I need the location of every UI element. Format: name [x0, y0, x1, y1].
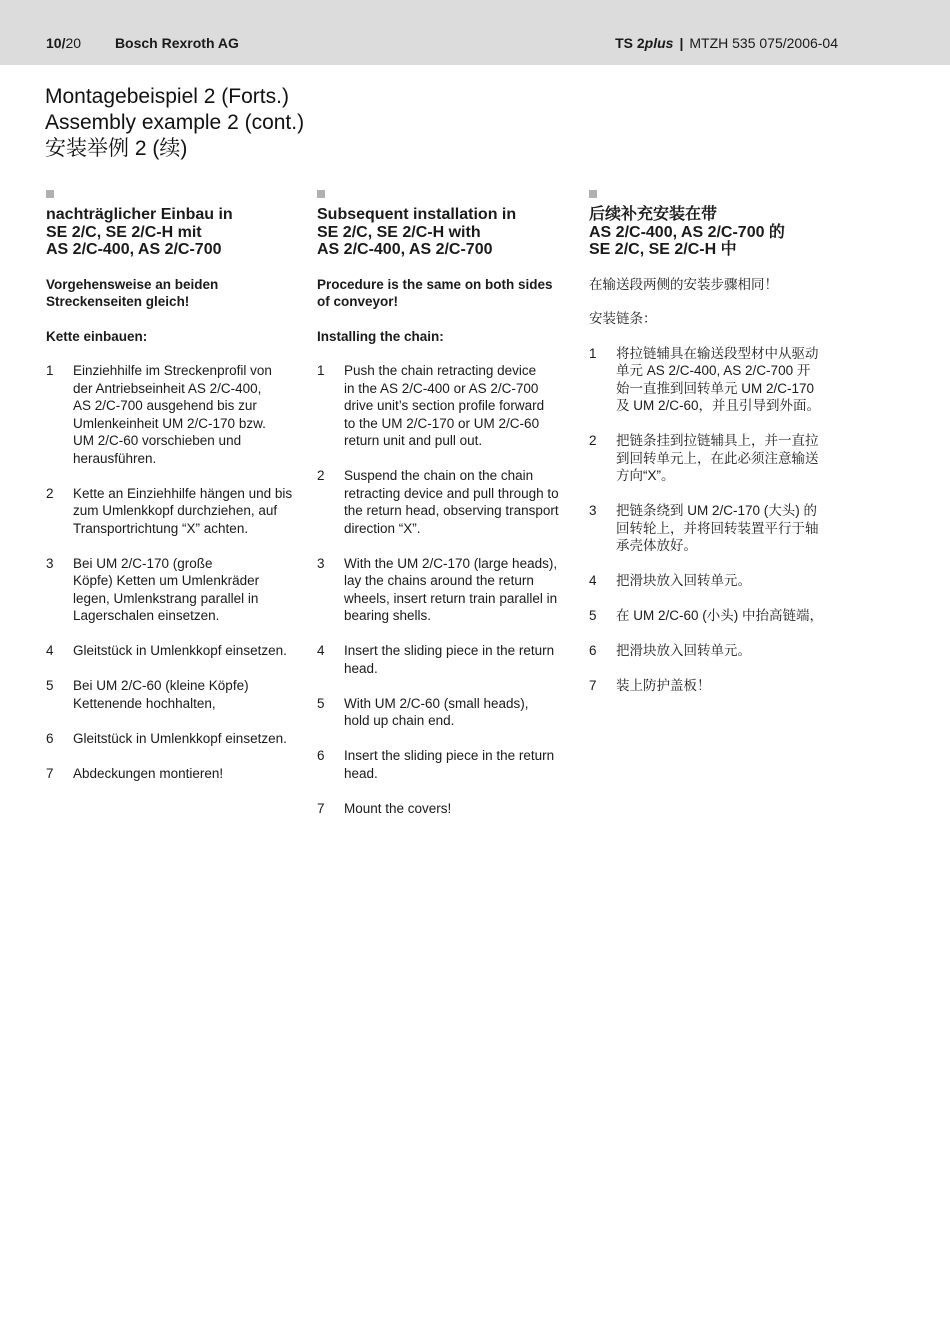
section-marker [317, 190, 325, 198]
step-text-line: Abdeckungen montieren! [73, 765, 224, 781]
step-text-line: return unit and pull out. [344, 433, 483, 448]
procedure-note-line: of conveyor! [317, 294, 399, 309]
step-text-line: legen, Umlenkstrang parallel in [73, 590, 259, 606]
step-text-line: the return head, observing transport [344, 503, 559, 518]
step-text [344, 695, 572, 730]
page-total: 20 [65, 35, 82, 51]
step-text [616, 572, 844, 590]
company-name: Bosch Rexroth AG [114, 35, 239, 51]
step-number: 3 [46, 555, 54, 571]
step-text-line: head. [344, 765, 378, 781]
section-heading [317, 206, 572, 259]
step-text-line: AS 2/C-700 ausgehend bis zur [73, 398, 257, 413]
step-text [73, 765, 301, 783]
step-text-line: der Antriebseinheit AS 2/C-400, [73, 380, 262, 396]
step-text [73, 730, 301, 748]
step-text-line: Gleitstück in Umlenkkopf einsetzen. [73, 643, 287, 658]
step-text-line: Kettenende hochhalten, [73, 695, 216, 711]
section-heading-line: AS 2/C-400, AS 2/C-700 [46, 241, 222, 258]
step-number: 5 [317, 695, 325, 711]
step-text-line: in the AS 2/C-400 or AS 2/C-700 [344, 380, 539, 396]
step-text [73, 642, 301, 660]
section-heading-line: AS 2/C-400, AS 2/C-700 [317, 241, 493, 258]
list-item [589, 642, 844, 660]
list-item [46, 555, 301, 625]
header-separator: | [679, 35, 684, 51]
step-number: 2 [317, 468, 325, 483]
step-text [616, 502, 844, 555]
step-number: 1 [46, 363, 54, 378]
step-text-line: Bei UM 2/C-60 (kleine Köpfe) [73, 678, 249, 693]
list-item [317, 362, 572, 450]
step-number: 3 [589, 503, 597, 518]
step-text [344, 467, 572, 537]
step-text-line: 及 UM 2/C-60，并且引导到外面。 [616, 398, 821, 413]
section-heading [46, 206, 301, 259]
step-text-line: 承壳体放好。 [616, 538, 697, 553]
step-list [46, 362, 301, 782]
section-heading-line: AS 2/C-400, AS 2/C-700 的 [589, 223, 785, 241]
step-number: 1 [317, 363, 325, 378]
step-text-line: 方向“X”。 [616, 468, 675, 483]
step-text-line: wheels, insert return train parallel in [344, 590, 558, 606]
list-item [46, 362, 301, 467]
header-left [46, 35, 239, 51]
list-item [46, 485, 301, 538]
step-text [73, 677, 301, 712]
list-item [317, 800, 572, 818]
step-text-line: zum Umlenkkopf durchziehen, auf [73, 503, 278, 518]
list-item [46, 642, 301, 660]
step-text-line: 将拉链辅具在输送段型材中从驱动 [616, 345, 819, 361]
column-chinese [589, 190, 844, 712]
procedure-note [589, 276, 844, 294]
step-text-line: bearing shells. [344, 608, 432, 623]
step-number: 7 [589, 678, 597, 693]
list-item [46, 730, 301, 748]
procedure-note [317, 276, 572, 311]
section-marker [46, 190, 54, 198]
step-text-line: UM 2/C-60 vorschieben und [73, 433, 242, 448]
step-number: 3 [317, 555, 325, 571]
list-item [589, 677, 844, 695]
step-text-line: 始一直推到回转单元 UM 2/C-170 [616, 380, 815, 396]
step-text-line: lay the chains around the return [344, 573, 534, 588]
step-list [317, 362, 572, 817]
step-text-line: hold up chain end. [344, 713, 455, 728]
step-text [344, 800, 572, 818]
list-item [589, 572, 844, 590]
step-text-line: direction “X”. [344, 520, 421, 536]
step-number: 5 [589, 608, 597, 623]
step-text [616, 642, 844, 660]
step-text-line: Lagerschalen einsetzen. [73, 608, 220, 623]
column-german [46, 190, 301, 800]
page-number: 10/ [46, 35, 66, 51]
step-text-line: 把滑块放入回转单元。 [616, 643, 751, 658]
procedure-note [46, 276, 301, 311]
step-text [73, 555, 301, 625]
step-number: 4 [589, 573, 597, 588]
list-item [589, 502, 844, 555]
step-text-line: Insert the sliding piece in the return [344, 643, 555, 658]
step-text-line: drive unit’s section profile forward [344, 398, 545, 413]
step-text-line: Köpfe) Ketten um Umlenkräder [73, 573, 260, 588]
list-item [589, 345, 844, 415]
step-text-line: Kette an Einziehhilfe hängen und bis [73, 485, 293, 501]
step-number: 7 [317, 800, 325, 816]
step-text-line: Insert the sliding piece in the return [344, 748, 555, 763]
step-text-line: 把链条挂到拉链辅具上，并一直拉 [616, 433, 819, 448]
step-text-line: 把链条绕到 UM 2/C-170 (大头) 的 [616, 503, 818, 518]
section-marker [589, 190, 597, 198]
step-text-line: Push the chain retracting device [344, 363, 537, 378]
step-number: 6 [46, 730, 54, 746]
page-title [45, 84, 304, 162]
step-text-line: 装上防护盖板！ [616, 678, 711, 693]
procedure-note-line: Procedure is the same on both sides [317, 276, 553, 292]
page-header [0, 0, 950, 65]
step-number: 2 [46, 485, 54, 501]
section-heading-line: Subsequent installation in [317, 206, 517, 223]
subheading: Installing the chain: [317, 328, 444, 344]
list-item [317, 747, 572, 782]
step-text-line: head. [344, 660, 378, 676]
step-text-line: Bei UM 2/C-170 (große [73, 555, 213, 571]
list-item [317, 695, 572, 730]
step-text-line: 把滑块放入回转单元。 [616, 573, 751, 588]
title-zh: 安装举例 2 (续) [45, 137, 188, 160]
step-text [616, 607, 844, 625]
step-number: 7 [46, 765, 54, 781]
list-item [317, 467, 572, 537]
procedure-note-line: Streckenseiten gleich! [46, 294, 190, 309]
step-text [616, 677, 844, 695]
step-text-line: to the UM 2/C-170 or UM 2/C-60 [344, 415, 540, 431]
column-english [317, 190, 572, 835]
step-text [344, 555, 572, 625]
section-heading-line: 后续补充安装在带 [589, 206, 718, 223]
step-text-line: herausführen. [73, 450, 157, 466]
section-heading [589, 206, 844, 259]
step-text-line: 到回转单元上，在此必须注意输送 [616, 450, 819, 466]
step-text-line: With the UM 2/C-170 (large heads), [344, 555, 558, 571]
section-heading-line: nachträglicher Einbau in [46, 206, 233, 223]
step-text-line: Suspend the chain on the chain [344, 468, 534, 483]
subheading: 安装链条： [589, 311, 657, 326]
step-number: 5 [46, 678, 54, 693]
step-text [616, 432, 844, 485]
subheading: Kette einbauen: [46, 328, 148, 344]
procedure-note-line: 在输送段两侧的安装步骤相同！ [589, 276, 778, 292]
step-number: 4 [46, 643, 54, 658]
step-list [589, 345, 844, 695]
title-en: Assembly example 2 (cont.) [45, 111, 305, 134]
procedure-note-line: Vorgehensweise an beiden [46, 276, 219, 292]
step-text-line: With UM 2/C-60 (small heads), [344, 695, 529, 711]
list-item [589, 607, 844, 625]
step-text-line: Mount the covers! [344, 800, 452, 816]
step-text-line: Umlenkeinheit UM 2/C-170 bzw. [73, 415, 266, 431]
list-item [317, 555, 572, 625]
step-text [344, 747, 572, 782]
step-text [616, 345, 844, 415]
step-number: 6 [317, 748, 325, 763]
step-text-line: Gleitstück in Umlenkkopf einsetzen. [73, 730, 287, 746]
section-heading-line: SE 2/C, SE 2/C-H 中 [589, 241, 737, 258]
step-text-line: 在 UM 2/C-60 (小头) 中抬高链端， [616, 608, 824, 623]
step-number: 6 [589, 643, 597, 658]
list-item [46, 677, 301, 712]
list-item [317, 642, 572, 677]
step-text [73, 362, 301, 467]
step-text-line: retracting device and pull through to [344, 485, 559, 501]
document-number: MTZH 535 075/2006-04 [689, 35, 838, 51]
title-de: Montagebeispiel 2 (Forts.) [45, 85, 289, 108]
step-text-line: Transportrichtung “X” achten. [73, 520, 249, 536]
step-text-line: 单元 AS 2/C-400, AS 2/C-700 开 [616, 363, 811, 378]
step-text-line: 回转轮上，并将回转装置平行于轴 [616, 520, 819, 536]
list-item [46, 765, 301, 783]
header-right [615, 35, 838, 51]
section-heading-line: SE 2/C, SE 2/C-H mit [46, 223, 202, 241]
product-name: TS 2plus [615, 35, 674, 51]
step-number: 4 [317, 643, 325, 658]
step-number: 1 [589, 345, 597, 361]
step-text [344, 362, 572, 450]
section-heading-line: SE 2/C, SE 2/C-H with [317, 223, 481, 241]
step-number: 2 [589, 433, 597, 448]
step-text [73, 485, 301, 538]
step-text-line: Einziehhilfe im Streckenprofil von [73, 363, 272, 378]
list-item [589, 432, 844, 485]
step-text [344, 642, 572, 677]
